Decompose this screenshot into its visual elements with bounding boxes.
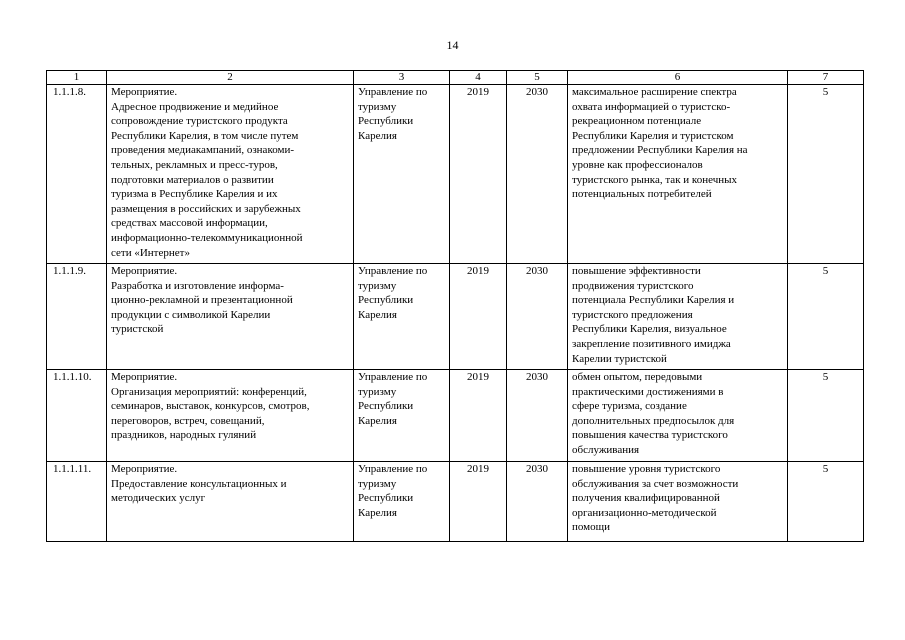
text-line: Республики (358, 400, 414, 413)
text-line: потенциальных потребителей (572, 188, 712, 201)
text-line: продвижения туристского (572, 279, 694, 292)
text-line: туризма в Республике Карелия и их (111, 188, 278, 201)
text-line: туризму (358, 477, 397, 490)
table-row (47, 370, 864, 462)
text-line: проведения медиакампаний, ознакоми- (111, 144, 295, 157)
row-code: 1.1.1.9. (47, 264, 107, 370)
text-line: Мероприятие. (111, 371, 178, 383)
column-header: 4 (450, 71, 507, 85)
executor (354, 85, 450, 264)
end-year: 2030 (507, 462, 568, 542)
text-line: продукции с символикой Карелии (111, 308, 271, 321)
text-line: обмен опытом, передовыми (572, 371, 703, 383)
text-line: рекреационном потенциале (572, 115, 702, 128)
end-year: 2030 (507, 370, 568, 462)
text-line: туристского рынка, так и конечных (572, 173, 738, 186)
text-line: Организация мероприятий: конференций, (111, 385, 307, 398)
text-line: практическими достижениями в (572, 385, 724, 398)
expected-result (568, 370, 788, 462)
table-header-row (47, 71, 864, 85)
start-year: 2019 (450, 370, 507, 462)
event-description (107, 264, 354, 370)
text-line: сфере туризма, создание (572, 400, 687, 413)
text-line: Карелия (358, 308, 397, 321)
text-line: ционно-рекламной и презентационной (111, 294, 293, 307)
event-description (107, 462, 354, 542)
column-header: 6 (568, 71, 788, 85)
text-line: обслуживания (572, 443, 640, 456)
event-description (107, 85, 354, 264)
text-line: тельных, рекламных и пресс-туров, (111, 158, 278, 171)
text-line: Мероприятие. (111, 265, 178, 277)
column-7-value: 5 (788, 370, 864, 462)
column-7-value: 5 (788, 264, 864, 370)
text-line: получения квалифицированной (572, 492, 720, 505)
column-header: 7 (788, 71, 864, 85)
table-row (47, 264, 864, 370)
start-year: 2019 (450, 85, 507, 264)
text-line: обслуживания за счет возможности (572, 477, 739, 490)
table-row (47, 85, 864, 264)
column-header: 1 (47, 71, 107, 85)
start-year: 2019 (450, 264, 507, 370)
text-line: туристского предложения (572, 308, 693, 321)
text-line: Предоставление консультационных и (111, 477, 287, 490)
text-line: информационно-телекоммуникационной (111, 231, 303, 244)
column-header: 5 (507, 71, 568, 85)
text-line: предложении Республики Карелия на (572, 144, 748, 157)
expected-result (568, 85, 788, 264)
end-year: 2030 (507, 85, 568, 264)
text-line: туристской (111, 323, 164, 336)
column-header: 3 (354, 71, 450, 85)
text-line: Республики Карелия и туристском (572, 129, 734, 142)
event-description (107, 370, 354, 462)
text-line: Управление по (358, 371, 428, 383)
text-line: Адресное продвижение и медийное (111, 100, 279, 113)
text-line: охвата информацией о туристско- (572, 100, 731, 113)
text-line: Карелии туристской (572, 352, 667, 365)
page-number: 14 (446, 38, 459, 52)
text-line: туризму (358, 385, 397, 398)
text-line: повышения качества туристского (572, 429, 728, 442)
text-line: Карелия (358, 129, 397, 142)
text-line: дополнительных предпосылок для (572, 414, 735, 427)
text-line: потенциала Республики Карелия и (572, 294, 735, 307)
text-line: Республики (358, 492, 414, 505)
text-line: Управление по (358, 463, 428, 475)
text-line: методических услуг (111, 492, 206, 505)
column-7-value: 5 (788, 85, 864, 264)
executor (354, 370, 450, 462)
text-line: повышение эффективности (572, 265, 701, 277)
expected-result (568, 264, 788, 370)
text-line: Мероприятие. (111, 463, 178, 475)
text-line: переговоров, встреч, совещаний, (111, 414, 265, 427)
text-line: организационно-методической (572, 506, 717, 519)
end-year: 2030 (507, 264, 568, 370)
text-line: средствах массовой информации, (111, 217, 268, 230)
text-line: Управление по (358, 86, 428, 98)
table-row (47, 462, 864, 542)
text-line: Карелия (358, 414, 397, 427)
text-line: подготовки материалов о развитии (111, 173, 274, 186)
text-line: помощи (572, 521, 610, 534)
executor (354, 462, 450, 542)
text-line: праздников, народных гуляний (111, 429, 257, 442)
text-line: закрепление позитивного имиджа (572, 337, 731, 350)
column-header: 2 (107, 71, 354, 85)
text-line: уровне как профессионалов (572, 158, 703, 171)
row-code: 1.1.1.11. (47, 462, 107, 542)
column-7-value: 5 (788, 462, 864, 542)
text-line: Карелия (358, 506, 397, 519)
text-line: Республики Карелия, визуальное (572, 323, 727, 336)
text-line: повышение уровня туристского (572, 463, 721, 475)
expected-result (568, 462, 788, 542)
start-year: 2019 (450, 462, 507, 542)
row-code: 1.1.1.8. (47, 85, 107, 264)
events-table (46, 70, 864, 542)
row-code: 1.1.1.10. (47, 370, 107, 462)
text-line: Мероприятие. (111, 86, 178, 98)
text-line: семинаров, выставок, конкурсов, смотров, (111, 400, 310, 413)
text-line: Управление по (358, 265, 428, 277)
text-line: максимальное расширение спектра (572, 86, 737, 98)
text-line: Республики (358, 115, 414, 128)
text-line: сети «Интернет» (111, 246, 190, 259)
text-line: туризму (358, 100, 397, 113)
text-line: сопровождение туристского продукта (111, 115, 288, 128)
text-line: Разработка и изготовление информа- (111, 279, 284, 292)
text-line: туризму (358, 279, 397, 292)
executor (354, 264, 450, 370)
text-line: Республики (358, 294, 414, 307)
text-line: Республики Карелия, в том числе путем (111, 129, 299, 142)
text-line: размещения в российских и зарубежных (111, 202, 301, 215)
